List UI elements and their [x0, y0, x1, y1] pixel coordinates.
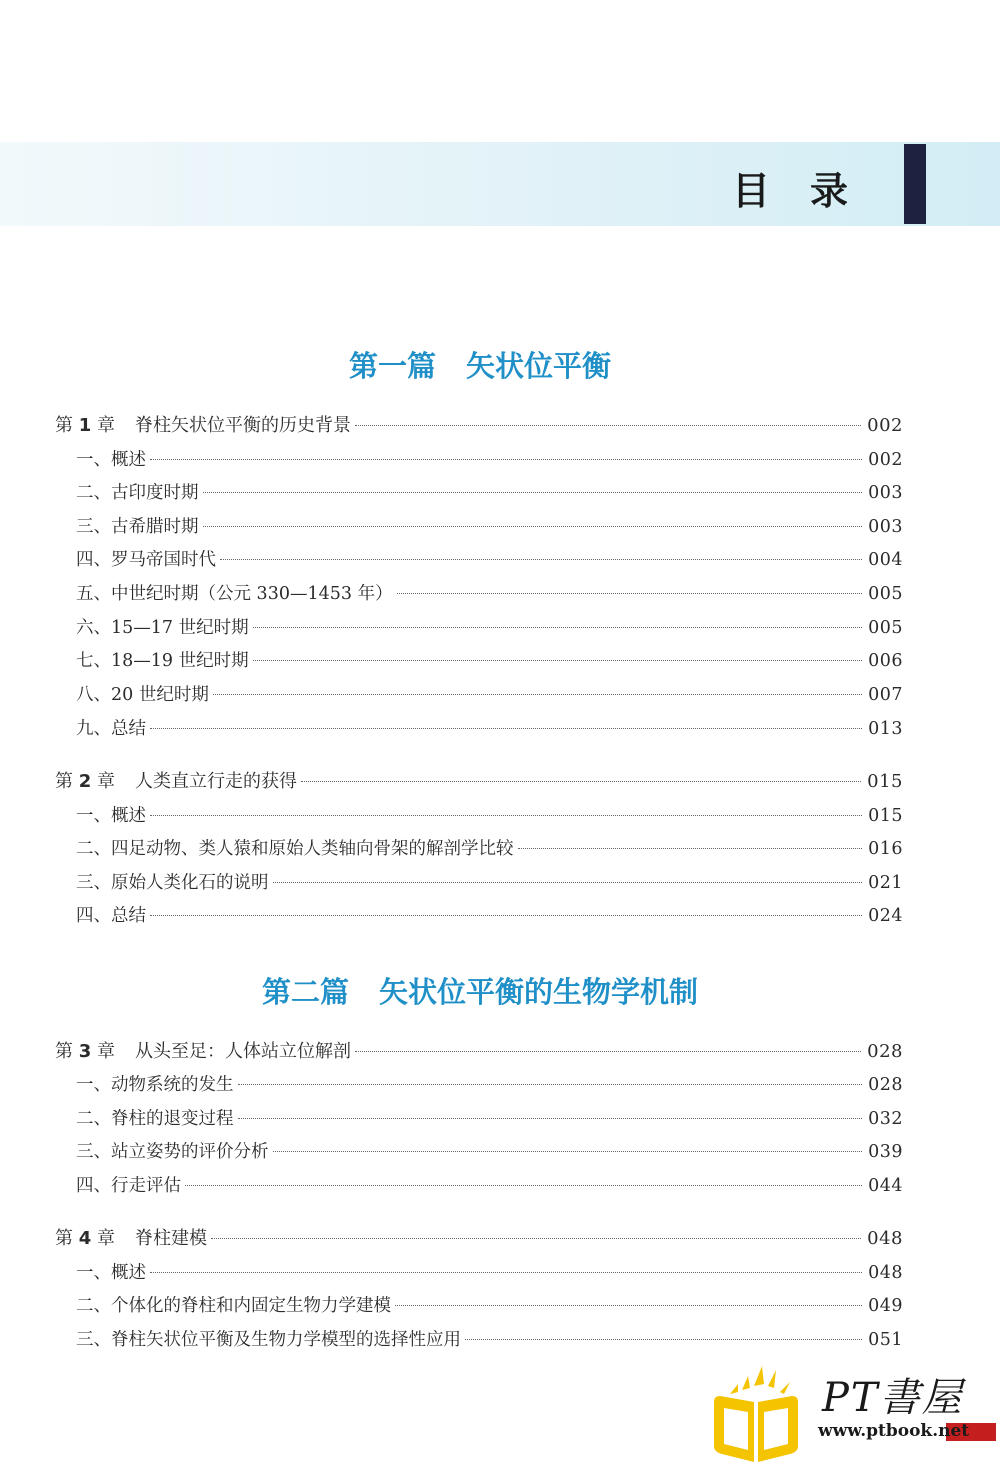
part-title-1	[0, 344, 960, 385]
section-title: 三、古希腊时期	[76, 517, 199, 537]
part-label: 第二篇	[261, 975, 349, 1009]
header-accent-bar	[904, 144, 926, 224]
section-title: 四、行走评估	[76, 1176, 181, 1196]
dot-leader	[395, 1305, 862, 1306]
section-title: 九、总结	[76, 719, 146, 739]
toc-section[interactable]	[76, 870, 903, 896]
section-title: 四、总结	[76, 906, 146, 926]
dot-leader	[397, 593, 863, 594]
toc-section[interactable]	[76, 648, 903, 674]
part-title-2	[0, 970, 960, 1011]
toc-section[interactable]	[76, 480, 903, 506]
toc-section[interactable]	[76, 581, 903, 607]
chapter-number: 第 4 章	[55, 1228, 115, 1249]
dot-leader	[150, 915, 862, 916]
section-title: 三、原始人类化石的说明	[76, 873, 269, 893]
dot-leader	[465, 1339, 862, 1340]
section-title: 六、15—17 世纪时期	[76, 618, 249, 638]
page-number: 007	[868, 685, 903, 705]
page-number: 039	[868, 1142, 903, 1162]
dot-leader	[213, 694, 862, 695]
dot-leader	[518, 848, 863, 849]
dot-leader	[203, 492, 863, 493]
chapter-number: 第 3 章	[55, 1041, 115, 1062]
dot-leader	[253, 627, 862, 628]
part-name: 矢状位平衡的生物学机制	[379, 975, 699, 1009]
toc-section[interactable]	[76, 514, 903, 540]
watermark-text: PT書屋	[822, 1375, 964, 1421]
toc-section[interactable]	[76, 1173, 903, 1199]
toc-section[interactable]	[76, 803, 903, 829]
page-number: 003	[868, 483, 903, 503]
page-number: 005	[868, 584, 903, 604]
page-number: 048	[867, 1228, 903, 1249]
part-name: 矢状位平衡	[466, 349, 612, 383]
part-label: 第一篇	[348, 349, 436, 383]
page-number: 002	[868, 450, 903, 470]
page-number: 004	[868, 550, 903, 570]
page-number: 005	[868, 618, 903, 638]
section-title: 二、古印度时期	[76, 483, 199, 503]
toc-section[interactable]	[76, 1293, 903, 1319]
toc-section[interactable]	[76, 1072, 903, 1098]
chapter-number: 第 2 章	[55, 771, 115, 792]
section-title: 三、站立姿势的评价分析	[76, 1142, 269, 1162]
page-number: 016	[868, 839, 903, 859]
page-number: 032	[868, 1109, 903, 1129]
dot-leader	[185, 1185, 862, 1186]
page-number: 021	[868, 873, 903, 893]
dot-leader	[253, 660, 862, 661]
toc-chapter-4[interactable]	[55, 1226, 903, 1252]
dot-leader	[301, 781, 861, 782]
dot-leader	[273, 882, 863, 883]
page-number: 028	[868, 1075, 903, 1095]
page-number: 015	[867, 771, 903, 792]
page-title: 目录	[731, 169, 888, 213]
page-number: 049	[868, 1296, 903, 1316]
chapter-number: 第 1 章	[55, 415, 115, 436]
dot-leader	[220, 559, 862, 560]
dot-leader	[355, 1051, 861, 1052]
section-title: 八、20 世纪时期	[76, 685, 209, 705]
section-title: 五、中世纪时期（公元 330—1453 年）	[76, 584, 393, 604]
page-number: 013	[868, 719, 903, 739]
dot-leader	[238, 1118, 863, 1119]
page-number: 051	[868, 1330, 903, 1350]
toc-section[interactable]	[76, 716, 903, 742]
chapter-title: 从头至足：人体站立位解剖	[135, 1041, 351, 1062]
dot-leader	[355, 425, 861, 426]
section-title: 一、概述	[76, 1263, 146, 1283]
dot-leader	[211, 1238, 861, 1239]
section-title: 二、脊柱的退变过程	[76, 1109, 234, 1129]
dot-leader	[273, 1151, 863, 1152]
chapter-title: 脊柱矢状位平衡的历史背景	[135, 415, 351, 436]
toc-chapter-2[interactable]	[55, 769, 903, 795]
dot-leader	[203, 526, 863, 527]
page-number: 044	[868, 1176, 903, 1196]
toc-section[interactable]	[76, 1106, 903, 1132]
section-title: 二、四足动物、类人猿和原始人类轴向骨架的解剖学比较	[76, 839, 514, 859]
chapter-title: 脊柱建模	[135, 1228, 207, 1249]
toc-section[interactable]	[76, 1260, 903, 1286]
toc-section[interactable]	[76, 447, 903, 473]
toc-chapter-1[interactable]	[55, 413, 903, 439]
page-number: 003	[868, 517, 903, 537]
toc-section[interactable]	[76, 903, 903, 929]
dot-leader	[150, 815, 862, 816]
watermark-url[interactable]: www.ptbook.net	[818, 1421, 970, 1441]
page-number: 024	[868, 906, 903, 926]
page-number: 015	[868, 806, 903, 826]
page-number: 048	[868, 1263, 903, 1283]
section-title: 四、罗马帝国时代	[76, 550, 216, 570]
page-number: 006	[868, 651, 903, 671]
dot-leader	[150, 459, 862, 460]
dot-leader	[150, 728, 862, 729]
page-number: 028	[867, 1041, 903, 1062]
chapter-title: 人类直立行走的获得	[135, 771, 297, 792]
section-title: 一、动物系统的发生	[76, 1075, 234, 1095]
section-title: 一、概述	[76, 450, 146, 470]
toc-chapter-3[interactable]	[55, 1039, 903, 1065]
dot-leader	[150, 1272, 862, 1273]
section-title: 三、脊柱矢状位平衡及生物力学模型的选择性应用	[76, 1330, 461, 1350]
toc-section[interactable]	[76, 615, 903, 641]
toc-section[interactable]	[76, 682, 903, 708]
toc-section[interactable]	[76, 1139, 903, 1165]
page-number: 002	[867, 415, 903, 436]
section-title: 二、个体化的脊柱和内固定生物力学建模	[76, 1296, 391, 1316]
section-title: 七、18—19 世纪时期	[76, 651, 249, 671]
section-title: 一、概述	[76, 806, 146, 826]
toc-section[interactable]	[76, 547, 903, 573]
toc-section[interactable]	[76, 836, 903, 862]
toc-section[interactable]	[76, 1327, 903, 1353]
dot-leader	[238, 1084, 863, 1085]
